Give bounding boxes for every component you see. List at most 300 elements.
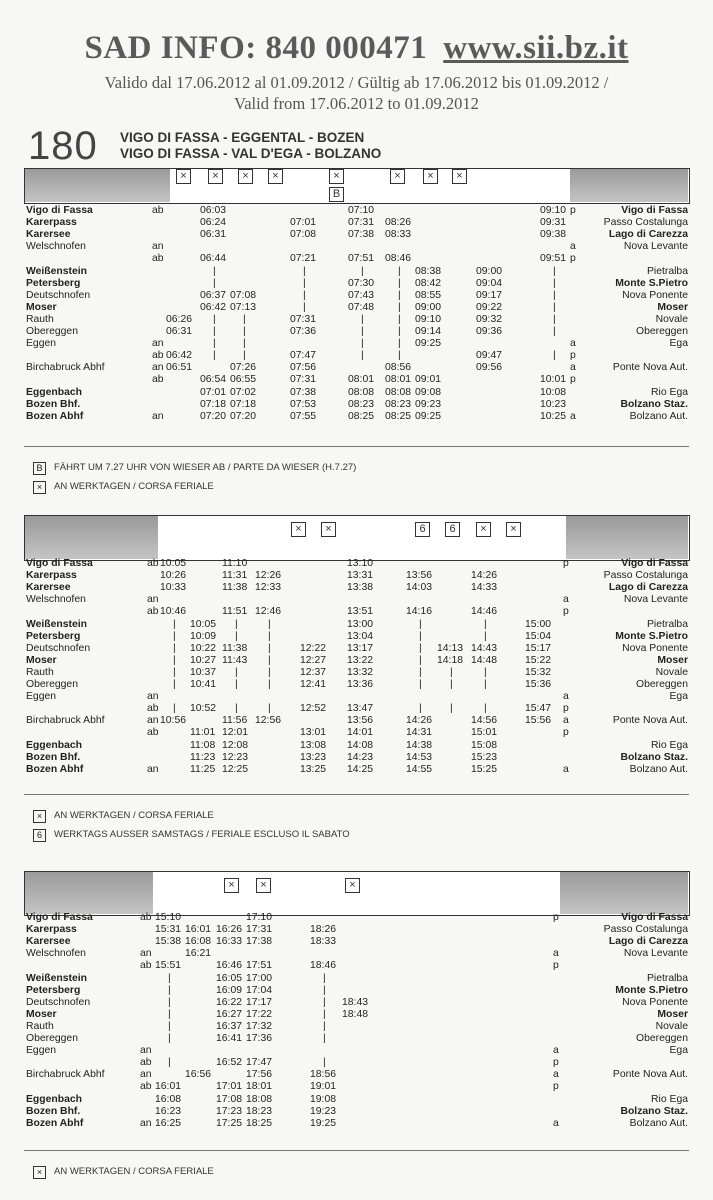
table3-time-cell: 18:25 <box>246 1117 273 1129</box>
table2-time-cell: | <box>450 666 453 678</box>
table2-time-cell: 10:37 <box>190 666 217 678</box>
header-title-line <box>0 30 713 67</box>
table2-separator <box>24 794 689 795</box>
table1-time-cell: 06:37 <box>200 289 227 301</box>
table1-pa-flag: p <box>570 253 576 265</box>
table1-header-shade-right <box>570 169 688 202</box>
table1-time-cell: 07:31 <box>348 217 375 229</box>
table2-stop-name: Karersee <box>26 582 71 594</box>
table2-time-cell: | <box>173 679 176 690</box>
table2-time-cell: 12:01 <box>222 727 249 739</box>
table2-pa-flag: a <box>563 594 569 606</box>
table1-time-cell: 08:26 <box>385 217 412 229</box>
table2-time-cell: 12:27 <box>300 654 327 666</box>
table1-marker: × <box>176 169 191 184</box>
table3-stop-name-it: Moser <box>657 1008 688 1020</box>
table2-time-cell: 12:26 <box>255 570 282 582</box>
table2-time-cell: 14:46 <box>471 606 498 618</box>
table3-pa-flag: p <box>553 1081 559 1093</box>
validity-text <box>0 72 713 114</box>
table1-time-cell: 07:43 <box>348 289 375 301</box>
table3-stop-name: Rauth <box>26 1020 54 1032</box>
table2-time-cell: 15:04 <box>525 630 552 642</box>
table3-time-cell: 16:21 <box>185 948 212 960</box>
table1-time-cell: 08:33 <box>385 229 412 241</box>
table3-stop-name-it: Rio Ega <box>651 1093 688 1105</box>
table2-time-cell: 13:00 <box>347 618 374 630</box>
table1-stop-name: Weißenstein <box>26 265 88 277</box>
table3-stop-name: Moser <box>26 1008 57 1020</box>
table3-time-cell: 16:22 <box>216 996 243 1008</box>
table1-time-cell: | <box>303 277 306 289</box>
table2-time-cell: | <box>268 630 271 642</box>
table2-time-cell: | <box>173 618 176 630</box>
table1-time-cell: 07:26 <box>230 362 257 374</box>
table1-marker: × <box>268 169 283 184</box>
table1-pa-flag: a <box>570 338 576 350</box>
table3-header-shade-right <box>560 872 688 914</box>
table2-stop-name-it: Novale <box>655 666 688 678</box>
table2-time-cell: | <box>419 642 422 654</box>
table3-time-cell: 17:10 <box>246 912 273 923</box>
table1-time-cell: 10:23 <box>540 398 567 410</box>
table3-time-cell: 17:38 <box>246 936 273 948</box>
table2-stop-name: Deutschnofen <box>26 642 91 654</box>
table2-time-cell: 14:13 <box>437 642 464 654</box>
table1-stop-name-it: Ega <box>669 338 688 350</box>
table3-pa-flag: p <box>553 960 559 972</box>
table2-time-cell: 10:05 <box>190 618 217 630</box>
table1-time-cell: 08:46 <box>385 253 412 265</box>
table1-ab-an: ab <box>152 350 164 362</box>
table3-pa-flag: p <box>553 1057 559 1069</box>
table2-header-shade-left <box>25 516 158 559</box>
table2-time-cell: 11:56 <box>222 715 248 727</box>
table1-stop-name-it: Ponte Nova Aut. <box>612 362 688 374</box>
table2-time-cell: 11:23 <box>190 751 216 763</box>
table1-stop-name: Bozen Bhf. <box>26 398 81 410</box>
table2-ab-an: ab <box>147 606 159 618</box>
table2-time-cell: | <box>419 630 422 642</box>
table1-time-cell: | <box>213 277 216 289</box>
route-title-de: VIGO DI FASSA - EGGENTAL - BOZEN <box>120 130 365 145</box>
table2-pa-flag: a <box>563 763 569 775</box>
table2-stop-name: Weißenstein <box>26 618 88 630</box>
table3-stop-name-it: Monte S.Pietro <box>615 984 688 996</box>
table1-time-cell: 06:24 <box>200 217 227 229</box>
table2-pa-flag: a <box>563 691 569 703</box>
table2-time-cell: 13:56 <box>406 570 433 582</box>
table2-ab-an: ab <box>147 727 159 739</box>
table1-stop-name-it: Novale <box>655 313 688 325</box>
table3-legend-text: AN WERKTAGEN / CORSA FERIALE <box>54 1166 214 1177</box>
table1-ab-an: an <box>152 338 164 350</box>
table3-time-cell: | <box>168 1020 171 1032</box>
table1-pa-flag: a <box>570 362 576 374</box>
table1-time-cell: | <box>398 265 401 277</box>
table1-time-cell: 07:31 <box>290 313 317 325</box>
table3-stop-name: Eggen <box>26 1045 57 1057</box>
table1-time-cell: | <box>398 313 401 325</box>
table2-legend-text: WERKTAGS AUSSER SAMSTAGS / FERIALE ESCLUSO IL SABATO <box>54 829 350 840</box>
table1-time-cell: 07:02 <box>230 386 257 398</box>
table2-time-cell: | <box>419 703 422 715</box>
table2-time-cell: 15:00 <box>525 618 552 630</box>
table3-time-cell: 17:22 <box>246 1008 273 1020</box>
table2-time-cell: 14:56 <box>471 715 498 727</box>
table1-time-cell: 07:21 <box>290 253 317 265</box>
table3-time-cell: 18:56 <box>310 1069 337 1081</box>
table2-time-cell: | <box>173 703 176 715</box>
table2-time-cell: 15:22 <box>525 654 552 666</box>
table2-ab-an: ab <box>147 703 159 715</box>
table2-time-cell: | <box>450 679 453 690</box>
table1-time-cell: 08:38 <box>415 265 442 277</box>
table1-ab-an: an <box>152 410 164 422</box>
table1-time-cell: | <box>361 350 364 362</box>
table2-time-cell: 15:25 <box>471 763 498 775</box>
table1-marker: × <box>390 169 405 184</box>
table1-time-cell: 06:31 <box>200 229 227 241</box>
table1-pa-flag: a <box>570 410 576 422</box>
table2-time-cell: | <box>268 642 271 654</box>
table1-time-cell: 06:55 <box>230 374 257 386</box>
table3-time-cell: 17:08 <box>216 1093 243 1105</box>
table3-stop-name: Birchabruck Abhf <box>26 1069 105 1081</box>
table1-time-cell: 09:04 <box>476 277 503 289</box>
table3-time-cell: 16:01 <box>155 1081 182 1093</box>
table1-pa-flag: p <box>570 350 576 362</box>
table1-stop-name-it: Moser <box>657 301 688 313</box>
table2-time-cell: 11:08 <box>190 739 216 751</box>
table1-pa-flag: p <box>570 205 576 216</box>
table1-marker: × <box>329 169 344 184</box>
table2-time-cell: | <box>484 703 487 715</box>
table3-time-cell: 18:43 <box>342 996 369 1008</box>
table3-time-cell: 16:26 <box>216 924 243 936</box>
table2-stop-name: Eggen <box>26 691 57 703</box>
table3-time-cell: 17:47 <box>246 1057 273 1069</box>
table2-time-cell: | <box>268 679 271 690</box>
table3-time-cell: | <box>168 996 171 1008</box>
table3-time-cell: | <box>323 972 326 984</box>
table2-stop-name-it: Nova Ponente <box>622 642 688 654</box>
table1-time-cell: | <box>553 277 556 289</box>
table1-marker: × <box>208 169 223 184</box>
table2-stop-name-it: Pietralba <box>646 618 688 630</box>
table3-stop-name: Bozen Bhf. <box>26 1105 81 1117</box>
table1-pa-flag: a <box>570 241 576 253</box>
table3-time-cell: 19:01 <box>310 1081 337 1093</box>
table2-time-cell: 10:05 <box>160 558 187 569</box>
table1-stop-name-it: Monte S.Pietro <box>615 277 688 289</box>
table2-time-cell: | <box>173 642 176 654</box>
table2-time-cell: | <box>450 703 453 715</box>
table3-time-cell: 18:46 <box>310 960 337 972</box>
table3-stop-name-it: Ponte Nova Aut. <box>612 1069 688 1081</box>
table1-legend-text: AN WERKTAGEN / CORSA FERIALE <box>54 481 214 492</box>
table1-time-cell: 10:25 <box>540 410 567 422</box>
header-url[interactable]: www.sii.bz.it <box>443 30 629 66</box>
table2-stop-name-it: Obereggen <box>636 679 688 690</box>
table3-header-shade-left <box>25 872 153 914</box>
table2-time-cell: | <box>235 679 238 690</box>
table2-time-cell: 10:22 <box>190 642 217 654</box>
table1-time-cell: 07:10 <box>348 205 375 216</box>
table2-time-cell: 12:56 <box>255 715 282 727</box>
table2-time-cell: 13:56 <box>347 715 374 727</box>
table1-time-cell: 09:56 <box>476 362 503 374</box>
table1-time-cell: 09:32 <box>476 313 503 325</box>
table2-time-cell: 14:08 <box>347 739 374 751</box>
table2-time-cell: | <box>419 679 422 690</box>
table1-time-cell: 09:10 <box>540 205 567 216</box>
table1-stop-name: Obereggen <box>26 326 78 337</box>
table2-time-cell: | <box>419 618 422 630</box>
table2-time-cell: 10:56 <box>160 715 187 727</box>
table2-time-cell: | <box>173 654 176 666</box>
table1-time-cell: 10:08 <box>540 386 567 398</box>
table2-time-cell: 14:18 <box>437 654 464 666</box>
table1-time-cell: 09:47 <box>476 350 503 362</box>
table1-time-cell: | <box>213 313 216 325</box>
table1-time-cell: 09:38 <box>540 229 567 241</box>
table2-ab-an: ab <box>147 558 159 569</box>
table3-time-cell: 17:23 <box>216 1105 243 1117</box>
table1-time-cell: 06:54 <box>200 374 227 386</box>
table3-pa-flag: p <box>553 912 559 923</box>
table2-stop-name-it: Passo Costalunga <box>603 570 688 582</box>
table3-stop-name: Welschnofen <box>26 948 86 960</box>
table2-header-shade-right <box>566 516 688 559</box>
table1-time-cell: | <box>553 265 556 277</box>
table1-time-cell: 08:25 <box>385 410 412 422</box>
table1-time-cell: 06:26 <box>166 313 193 325</box>
table1-time-cell: | <box>553 350 556 362</box>
table2-time-cell: 13:36 <box>347 679 374 690</box>
table2-time-cell: | <box>268 666 271 678</box>
table2-stop-name-it: Nova Levante <box>623 594 688 606</box>
table2-time-cell: 14:48 <box>471 654 498 666</box>
table3-time-cell: 17:17 <box>246 996 273 1008</box>
table1-stop-name: Deutschnofen <box>26 289 91 301</box>
table2-legend-mark: 6 <box>33 829 46 842</box>
table1-time-cell: 07:01 <box>290 217 317 229</box>
table1-time-cell: 09:25 <box>415 338 442 350</box>
table3-time-cell: | <box>168 984 171 996</box>
table1-stop-name: Eggenbach <box>26 386 83 398</box>
table3-time-cell: 15:38 <box>155 936 182 948</box>
table3-time-cell: 16:08 <box>155 1093 182 1105</box>
table2-stop-name-it: Bolzano Aut. <box>629 763 688 775</box>
table1-time-cell: | <box>553 313 556 325</box>
table2-time-cell: | <box>235 618 238 630</box>
table2-time-cell: 10:26 <box>160 570 187 582</box>
table3-time-cell: 15:51 <box>155 960 182 972</box>
table3-time-cell: | <box>323 1057 326 1069</box>
table1-time-cell: 07:31 <box>290 374 317 386</box>
table1-time-cell: | <box>303 301 306 313</box>
table3-stop-name: Eggenbach <box>26 1093 83 1105</box>
table3-legend-mark: × <box>33 1166 46 1179</box>
table1-time-cell: 08:01 <box>348 374 375 386</box>
table1-pa-flag: p <box>570 374 576 386</box>
table1-time-cell: 09:01 <box>415 374 442 386</box>
table3-time-cell: | <box>168 1033 171 1044</box>
table2-time-cell: | <box>484 630 487 642</box>
table1-ab-an: ab <box>152 205 164 216</box>
table2-time-cell: 13:10 <box>347 558 374 569</box>
table2-marker: × <box>321 522 336 537</box>
table1-stop-name-it: Passo Costalunga <box>603 217 688 229</box>
table2-time-cell: 11:51 <box>222 606 248 618</box>
table3-time-cell: 16:41 <box>216 1033 243 1044</box>
table1-time-cell: 09:51 <box>540 253 567 265</box>
table2-stop-name: Bozen Bhf. <box>26 751 81 763</box>
table3-marker: × <box>256 878 271 893</box>
table2-stop-name: Petersberg <box>26 630 81 642</box>
table2-time-cell: 12:52 <box>300 703 327 715</box>
table1-time-cell: 07:56 <box>290 362 317 374</box>
table3-stop-name: Karersee <box>26 936 71 948</box>
table3-stop-name-it: Pietralba <box>646 972 688 984</box>
table2-stop-name-it: Vigo di Fassa <box>621 558 688 569</box>
table3-time-cell: 17:51 <box>246 960 273 972</box>
route-number: 180 <box>28 124 98 168</box>
table2-time-cell: 15:08 <box>471 739 498 751</box>
table2-stop-name-it: Ega <box>669 691 688 703</box>
table1-stop-name-it: Pietralba <box>646 265 688 277</box>
table2-pa-flag: p <box>563 727 569 739</box>
table3-time-cell: 16:23 <box>155 1105 182 1117</box>
table3-time-cell: 15:10 <box>155 912 182 923</box>
table3-time-cell: 17:31 <box>246 924 273 936</box>
table3-time-cell: 16:52 <box>216 1057 243 1069</box>
table3-time-cell: 16:27 <box>216 1008 243 1020</box>
table2-time-cell: 15:36 <box>525 679 552 690</box>
table1-time-cell: | <box>398 350 401 362</box>
table3-pa-flag: a <box>553 1117 559 1129</box>
table2-time-cell: 14:55 <box>406 763 433 775</box>
table2-time-cell: 13:08 <box>300 739 327 751</box>
table2-stop-name-it: Bolzano Staz. <box>620 751 688 763</box>
table3-time-cell: 15:31 <box>155 924 182 936</box>
validity-line-1: Valido dal 17.06.2012 al 01.09.2012 / Gültig ab 17.06.2012 bis 01.09.2012 / <box>104 73 609 92</box>
table3-stop-name-it: Bolzano Aut. <box>629 1117 688 1129</box>
table1-marker: × <box>238 169 253 184</box>
table1-time-cell: 07:20 <box>200 410 227 422</box>
table1-time-cell: 09:14 <box>415 326 442 337</box>
table2-stop-name-it: Monte S.Pietro <box>615 630 688 642</box>
table3-pa-flag: a <box>553 948 559 960</box>
table1-legend-mark: × <box>33 481 46 494</box>
table3-time-cell: | <box>323 1033 326 1044</box>
table3-marker: × <box>224 878 239 893</box>
table2-time-cell: | <box>268 703 271 715</box>
table2-stop-name: Obereggen <box>26 679 78 690</box>
table3-stop-name-it: Ega <box>669 1045 688 1057</box>
table1-time-cell: 06:44 <box>200 253 227 265</box>
table2-time-cell: 12:25 <box>222 763 249 775</box>
table2-time-cell: 14:38 <box>406 739 433 751</box>
table1-time-cell: | <box>213 265 216 277</box>
table2-time-cell: | <box>268 654 271 666</box>
table3-time-cell: 19:23 <box>310 1105 337 1117</box>
table1-time-cell: 07:38 <box>290 386 317 398</box>
table1-ab-an: ab <box>152 253 164 265</box>
table3-pa-flag: a <box>553 1045 559 1057</box>
table3-stop-name: Deutschnofen <box>26 996 91 1008</box>
table2-ab-an: an <box>147 691 159 703</box>
table2-marker: × <box>476 522 491 537</box>
table2-stop-name-it: Lago di Carezza <box>608 582 688 594</box>
table1-time-cell: | <box>398 338 401 350</box>
table3-stop-name-it: Vigo di Fassa <box>621 912 688 923</box>
table2-time-cell: 15:47 <box>525 703 552 715</box>
table2-pa-flag: p <box>563 606 569 618</box>
table1-time-cell: 07:51 <box>348 253 375 265</box>
table1-time-cell: 06:31 <box>166 326 193 337</box>
table2-time-cell: 14:25 <box>347 763 374 775</box>
table1-stop-name-it: Obereggen <box>636 326 688 337</box>
table3-stop-name: Petersberg <box>26 984 81 996</box>
table1-time-cell: 06:42 <box>166 350 193 362</box>
table3-ab-an: ab <box>140 960 152 972</box>
table1-separator <box>24 446 689 447</box>
table1-stop-name-it: Vigo di Fassa <box>621 205 688 216</box>
table1-time-cell: | <box>243 313 246 325</box>
table1-ab-an: ab <box>152 374 164 386</box>
table2-time-cell: 12:22 <box>300 642 327 654</box>
table1-time-cell: | <box>243 338 246 350</box>
table2-time-cell: 12:41 <box>300 679 327 690</box>
table3-time-cell: 17:56 <box>246 1069 273 1081</box>
table1-time-cell: 07:48 <box>348 301 375 313</box>
table2-time-cell: | <box>268 618 271 630</box>
table1-stop-name-it: Bolzano Staz. <box>620 398 688 410</box>
table2-stop-name: Welschnofen <box>26 594 86 606</box>
table1-time-cell: | <box>553 289 556 301</box>
table1-time-cell: | <box>553 301 556 313</box>
table3-time-cell: 16:01 <box>185 924 212 936</box>
table2-time-cell: 13:23 <box>300 751 327 763</box>
table1-time-cell: 08:42 <box>415 277 442 289</box>
table2-time-cell: 14:01 <box>347 727 374 739</box>
table1-time-cell: | <box>243 326 246 337</box>
table3-stop-name: Weißenstein <box>26 972 88 984</box>
table2-stop-name: Eggenbach <box>26 739 83 751</box>
table3-ab-an: ab <box>140 1057 152 1069</box>
table1-time-cell: 07:20 <box>230 410 257 422</box>
table3-stop-name-it: Nova Levante <box>623 948 688 960</box>
table2-pa-flag: p <box>563 558 569 569</box>
table3-time-cell: | <box>323 996 326 1008</box>
table2-time-cell: | <box>173 666 176 678</box>
table3-time-cell: 17:36 <box>246 1033 273 1044</box>
table1-time-cell: 09:31 <box>540 217 567 229</box>
table1-stop-name: Petersberg <box>26 277 81 289</box>
table1-time-cell: 07:47 <box>290 350 317 362</box>
table3-time-cell: 18:48 <box>342 1008 369 1020</box>
table1-stop-name-it: Lago di Carezza <box>608 229 688 241</box>
table2-time-cell: 13:47 <box>347 703 374 715</box>
table2-stop-name: Karerpass <box>26 570 77 582</box>
table1-time-cell: | <box>361 326 364 337</box>
table1-time-cell: 08:23 <box>348 398 375 410</box>
table1-ab-an: an <box>152 241 164 253</box>
table3-time-cell: | <box>323 984 326 996</box>
table3-time-cell: 16:56 <box>185 1069 212 1081</box>
